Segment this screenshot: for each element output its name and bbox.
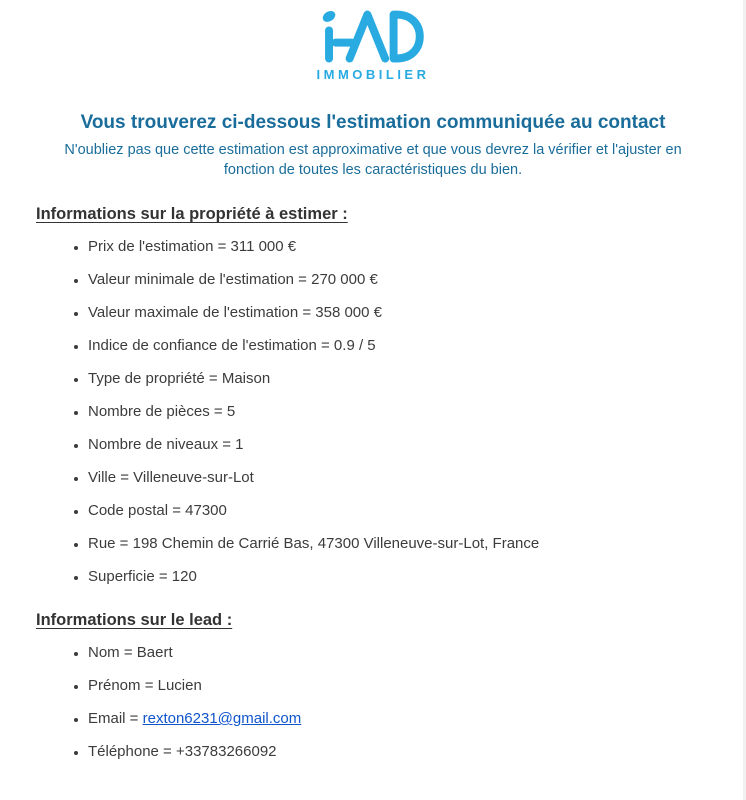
list-item: • Rue = 198 Chemin de Carrié Bas, 47300 Villeneuve-sur-Lot, France: [88, 535, 710, 553]
brand-subtitle: IMMOBILIER: [316, 67, 430, 82]
list-item: • Valeur minimale de l'estimation = 270 000 €: [88, 271, 710, 289]
iad-logo-icon: [317, 8, 429, 66]
list-item: • Superficie = 120: [88, 568, 710, 586]
section-heading: Informations sur le lead :: [36, 611, 233, 629]
list-item: • Téléphone = +33783266092: [88, 743, 710, 761]
header-note: N'oubliez pas que cette estimation est approximative et que vous devrez la vérifier et l'ajuster en fonction de toutes les caractéristiques du bien.: [64, 142, 682, 178]
section-heading: Informations sur la propriété à estimer :: [36, 205, 348, 223]
page-title: Vous trouverez ci-dessous l'estimation communiquée au contact: [80, 112, 666, 133]
list-item: • Prénom = Lucien: [88, 677, 710, 695]
list-item: • Nombre de pièces = 5: [88, 403, 710, 421]
email-link[interactable]: rexton6231@gmail.com: [142, 710, 302, 727]
list-item: • Type de propriété = Maison: [88, 370, 710, 388]
section-list: [36, 644, 710, 761]
list-item: • Code postal = 47300: [88, 502, 710, 520]
sections: [36, 204, 710, 761]
list-item: • Email = rexton6231@gmail.com: [88, 710, 710, 728]
list-item: • Indice de confiance de l'estimation = 0.9 / 5: [88, 337, 710, 355]
section-list: [36, 238, 710, 586]
brand-logo: [36, 8, 710, 82]
list-item: • Nom = Baert: [88, 644, 710, 662]
list-item: • Valeur maximale de l'estimation = 358 000 €: [88, 304, 710, 322]
list-item: • Ville = Villeneuve-sur-Lot: [88, 469, 710, 487]
list-item: • Prix de l'estimation = 311 000 €: [88, 238, 710, 256]
list-item: • Nombre de niveaux = 1: [88, 436, 710, 454]
